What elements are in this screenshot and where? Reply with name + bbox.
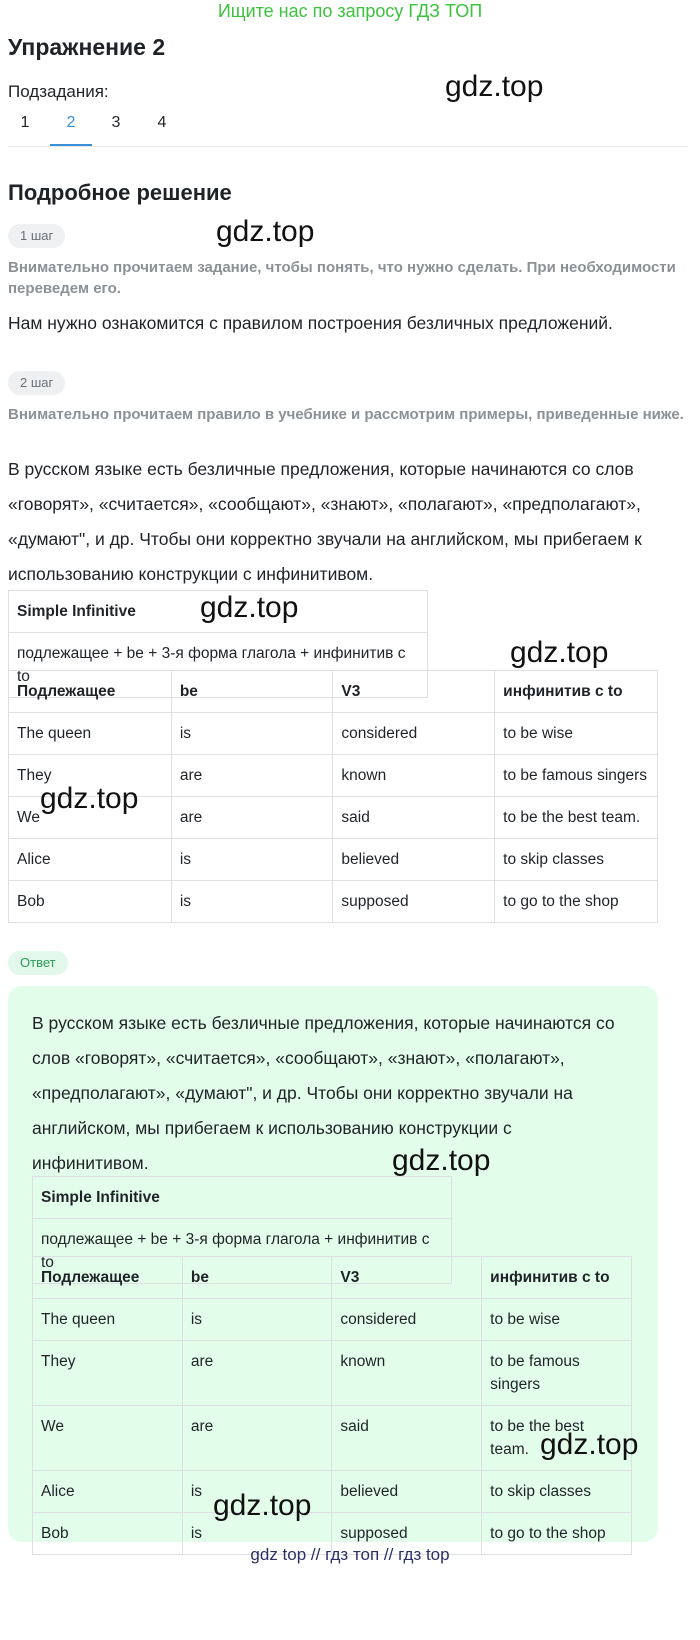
table-cell: to be the best team. bbox=[495, 797, 658, 839]
watermark: gdz.top bbox=[216, 215, 315, 248]
table-cell: Alice bbox=[9, 839, 172, 881]
watermark: gdz.top bbox=[445, 70, 544, 103]
rule-formula: подлежащее + be + 3-я форма глагола + инфинитив с to bbox=[9, 633, 428, 698]
table-cell: We bbox=[9, 797, 172, 839]
table-header-cell: V3 bbox=[332, 1257, 482, 1299]
step-badge: 1 шаг bbox=[8, 224, 65, 248]
tab-4[interactable]: 4 bbox=[157, 114, 167, 131]
watermark: gdz.top bbox=[510, 636, 609, 669]
table-cell: considered bbox=[332, 1299, 482, 1341]
table-cell: to be wise bbox=[495, 713, 658, 755]
table-cell: supposed bbox=[332, 1513, 482, 1555]
table-cell: believed bbox=[333, 839, 495, 881]
tab-1[interactable]: 1 bbox=[20, 114, 30, 131]
watermark: gdz.top bbox=[40, 782, 139, 815]
table-cell: supposed bbox=[333, 881, 495, 923]
table-header-cell: be bbox=[171, 671, 333, 713]
table-row bbox=[33, 1341, 632, 1406]
table-cell: said bbox=[333, 797, 495, 839]
solution-title: Подробное решение bbox=[8, 180, 232, 205]
watermark: gdz.top bbox=[200, 591, 299, 624]
table-row bbox=[9, 713, 658, 755]
table-cell: considered bbox=[333, 713, 495, 755]
table-cell: to go to the shop bbox=[495, 881, 658, 923]
search-banner: Ищите нас по запросу ГДЗ ТОП bbox=[217, 1, 483, 21]
table-cell: to be wise bbox=[482, 1299, 632, 1341]
table-row bbox=[9, 839, 658, 881]
page-title: Упражнение 2 bbox=[8, 34, 166, 60]
subtasks-label: Подзадания: bbox=[8, 82, 109, 101]
table-cell: Alice bbox=[33, 1471, 183, 1513]
table-cell: is bbox=[171, 881, 333, 923]
watermark: gdz.top bbox=[392, 1144, 491, 1177]
table-cell: is bbox=[182, 1513, 332, 1555]
table-row bbox=[9, 881, 658, 923]
watermark: gdz.top bbox=[540, 1428, 639, 1461]
table-cell: The queen bbox=[33, 1299, 183, 1341]
table-header-cell: инфинитив с to bbox=[495, 671, 658, 713]
answer-examples-table bbox=[32, 1256, 632, 1555]
tab-3[interactable]: 3 bbox=[111, 114, 121, 131]
answer-text: В русском языке есть безличные предложения, которые начинаются со слов «говорят», «считается», «сообщают», «знают», «полагают», «предполагают», «думают", и др. Чтобы они корректно звучали на английском, мы прибегаем к использованию конструкции с инфинитивом. bbox=[32, 1013, 615, 1173]
table-cell: They bbox=[9, 755, 172, 797]
rule-formula: подлежащее + be + 3-я форма глагола + инфинитив с to bbox=[33, 1219, 452, 1284]
table-cell: is bbox=[171, 839, 333, 881]
table-header-row bbox=[9, 671, 658, 713]
table-cell: is bbox=[171, 713, 333, 755]
table-cell: The queen bbox=[9, 713, 172, 755]
table-cell: They bbox=[33, 1341, 183, 1406]
table-cell: Bob bbox=[9, 881, 172, 923]
rule-title: Simple Infinitive bbox=[33, 1177, 452, 1219]
table-cell: said bbox=[332, 1406, 482, 1471]
table-header-cell: инфинитив с to bbox=[482, 1257, 632, 1299]
table-cell: are bbox=[182, 1406, 332, 1471]
step-text: Нам нужно ознакомится с правилом построения безличных предложений. bbox=[8, 313, 613, 333]
table-cell: to be famous singers bbox=[482, 1341, 632, 1406]
table-cell: We bbox=[33, 1406, 183, 1471]
table-cell: to go to the shop bbox=[482, 1513, 632, 1555]
watermark: gdz.top bbox=[213, 1489, 312, 1522]
step-text: В русском языке есть безличные предложения, которые начинаются со слов «говорят», «считается», «сообщают», «знают», «полагают», «предполагают», «думают", и др. Чтобы они корректно звучали на английском, мы прибегаем к использованию конструкции с инфинитивом. bbox=[8, 459, 642, 584]
answer-badge: Ответ bbox=[8, 951, 68, 975]
table-cell: are bbox=[171, 755, 333, 797]
table-cell: is bbox=[182, 1299, 332, 1341]
table-cell: known bbox=[332, 1341, 482, 1406]
table-cell: believed bbox=[332, 1471, 482, 1513]
table-cell: to skip classes bbox=[495, 839, 658, 881]
table-cell: to skip classes bbox=[482, 1471, 632, 1513]
table-header-cell: V3 bbox=[333, 671, 495, 713]
table-cell: to be famous singers bbox=[495, 755, 658, 797]
footer-links[interactable]: gdz top // гдз топ // гдз top bbox=[250, 1545, 450, 1564]
table-cell: known bbox=[333, 755, 495, 797]
table-row bbox=[33, 1471, 632, 1513]
table-row bbox=[33, 1299, 632, 1341]
table-cell: to be the best team. bbox=[482, 1406, 632, 1471]
table-cell: are bbox=[182, 1341, 332, 1406]
table-header-cell: Подлежащее bbox=[33, 1257, 183, 1299]
table-cell: is bbox=[182, 1471, 332, 1513]
table-header-cell: Подлежащее bbox=[9, 671, 172, 713]
subtask-tabs bbox=[8, 112, 688, 147]
table-header-cell: be bbox=[182, 1257, 332, 1299]
step-hint: Внимательно прочитаем задание, чтобы понять, что нужно сделать. При необходимости переведем его. bbox=[8, 259, 676, 297]
table-cell: are bbox=[171, 797, 333, 839]
rule-title: Simple Infinitive bbox=[9, 591, 428, 633]
table-cell: Bob bbox=[33, 1513, 183, 1555]
tab-2[interactable]: 2 bbox=[50, 114, 92, 146]
table-header-row bbox=[33, 1257, 632, 1299]
step-hint: Внимательно прочитаем правило в учебнике и рассмотрим примеры, приведенные ниже. bbox=[8, 406, 684, 423]
step-badge: 2 шаг bbox=[8, 371, 65, 395]
